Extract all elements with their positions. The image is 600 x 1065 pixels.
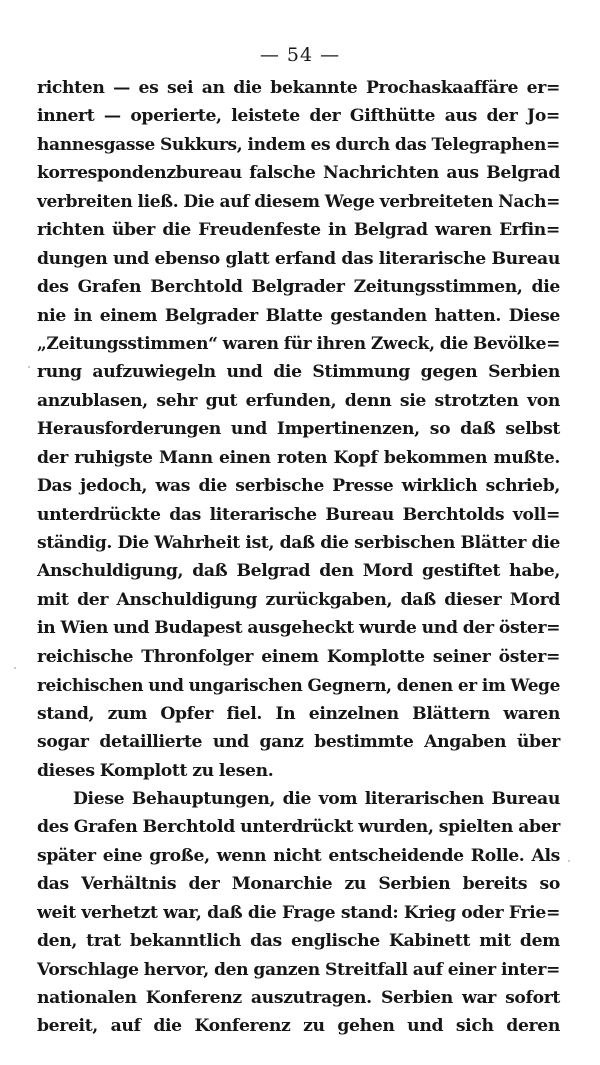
text-line: verbreiten ließ. Die auf diesem Wege verbreiteten Nach= [37,191,560,212]
text-line: unterdrückte das literarische Bureau Berchtolds voll= [37,504,560,525]
text-line: korrespondenzbureau falsche Nachrichten aus Belgrad [37,163,560,184]
scan-speck [14,667,16,669]
text-line: nationalen Konferenz auszutragen. Serbien war sofort [37,988,560,1008]
text-line: ständig. Die Wahrheit ist, daß die serbischen Blätter die [37,533,560,553]
text-line: dungen und ebenso glatt erfand das literarische Bureau [37,248,560,269]
text-line: stand, zum Opfer fiel. In einzelnen Blättern waren [37,703,560,724]
text-line: später eine große, wenn nicht entscheidende Rolle. Als [37,845,560,866]
text-line: nie in einem Belgrader Blatte gestanden hatten. Diese [37,305,560,326]
body-text [37,74,560,1041]
text-line: Vorschlage hervor, den ganzen Streitfall auf einer inter= [37,959,560,980]
text-line: des Grafen Berchtold Belgrader Zeitungsstimmen, die [37,277,560,298]
text-line: reichischen und ungarischen Gegnern, denen er im Wege [37,675,560,696]
text-line: mit der Anschuldigung zurückgaben, daß dieser Mord [37,589,560,610]
text-line: weit verhetzt war, daß die Frage stand: Krieg oder Frie= [37,902,560,923]
text-line: das Verhältnis der Monarchie zu Serbien bereits so [37,874,560,895]
text-line: innert — operierte, leistete der Gifthütte aus der Jo= [37,106,560,127]
text-line: der ruhigste Mann einen roten Kopf bekommen mußte. [37,447,560,468]
text-line: in Wien und Budapest ausgeheckt wurde und der öster= [37,618,561,639]
scan-speck [28,366,30,368]
text-line: richten — es sei an die bekannte Prochaskaaffäre er= [37,78,560,98]
text-line: den, trat bekanntlich das englische Kabinett mit dem [37,931,560,952]
text-line: anzublasen, sehr gut erfunden, denn sie strotzten von [37,390,560,411]
text-line: dieses Komplott zu lesen. [37,760,274,781]
text-line: reichische Thronfolger einem Komplotte seiner öster= [37,646,560,667]
text-line: richten über die Freudenfeste in Belgrad waren Erfin= [37,220,560,241]
text-line: des Grafen Berchtold unterdrückt wurden, spielten aber [37,817,560,838]
text-line: Anschuldigung, daß Belgrad den Mord gestiftet habe, [37,561,560,582]
text-line: „Zeitungsstimmen“ waren für ihren Zweck, die Bevölke= [37,333,560,354]
text-line: bereit, auf die Konferenz zu gehen und sich deren [37,1016,560,1037]
page-number: — 54 — [259,44,341,66]
text-line: Das jedoch, was die serbische Presse wirklich schrieb, [37,476,560,497]
scan-speck [568,860,570,862]
text-line: sogar detaillierte und ganz bestimmte Angaben über [37,732,560,753]
text-line: hannesgasse Sukkurs, indem es durch das Telegraphen= [37,134,560,155]
text-line: rung aufzuwiegeln und die Stimmung gegen Serbien [37,362,560,383]
text-line: Herausforderungen und Impertinenzen, so daß selbst [37,419,560,440]
text-line: Diese Behauptungen, die vom literarischen Bureau [73,788,560,809]
